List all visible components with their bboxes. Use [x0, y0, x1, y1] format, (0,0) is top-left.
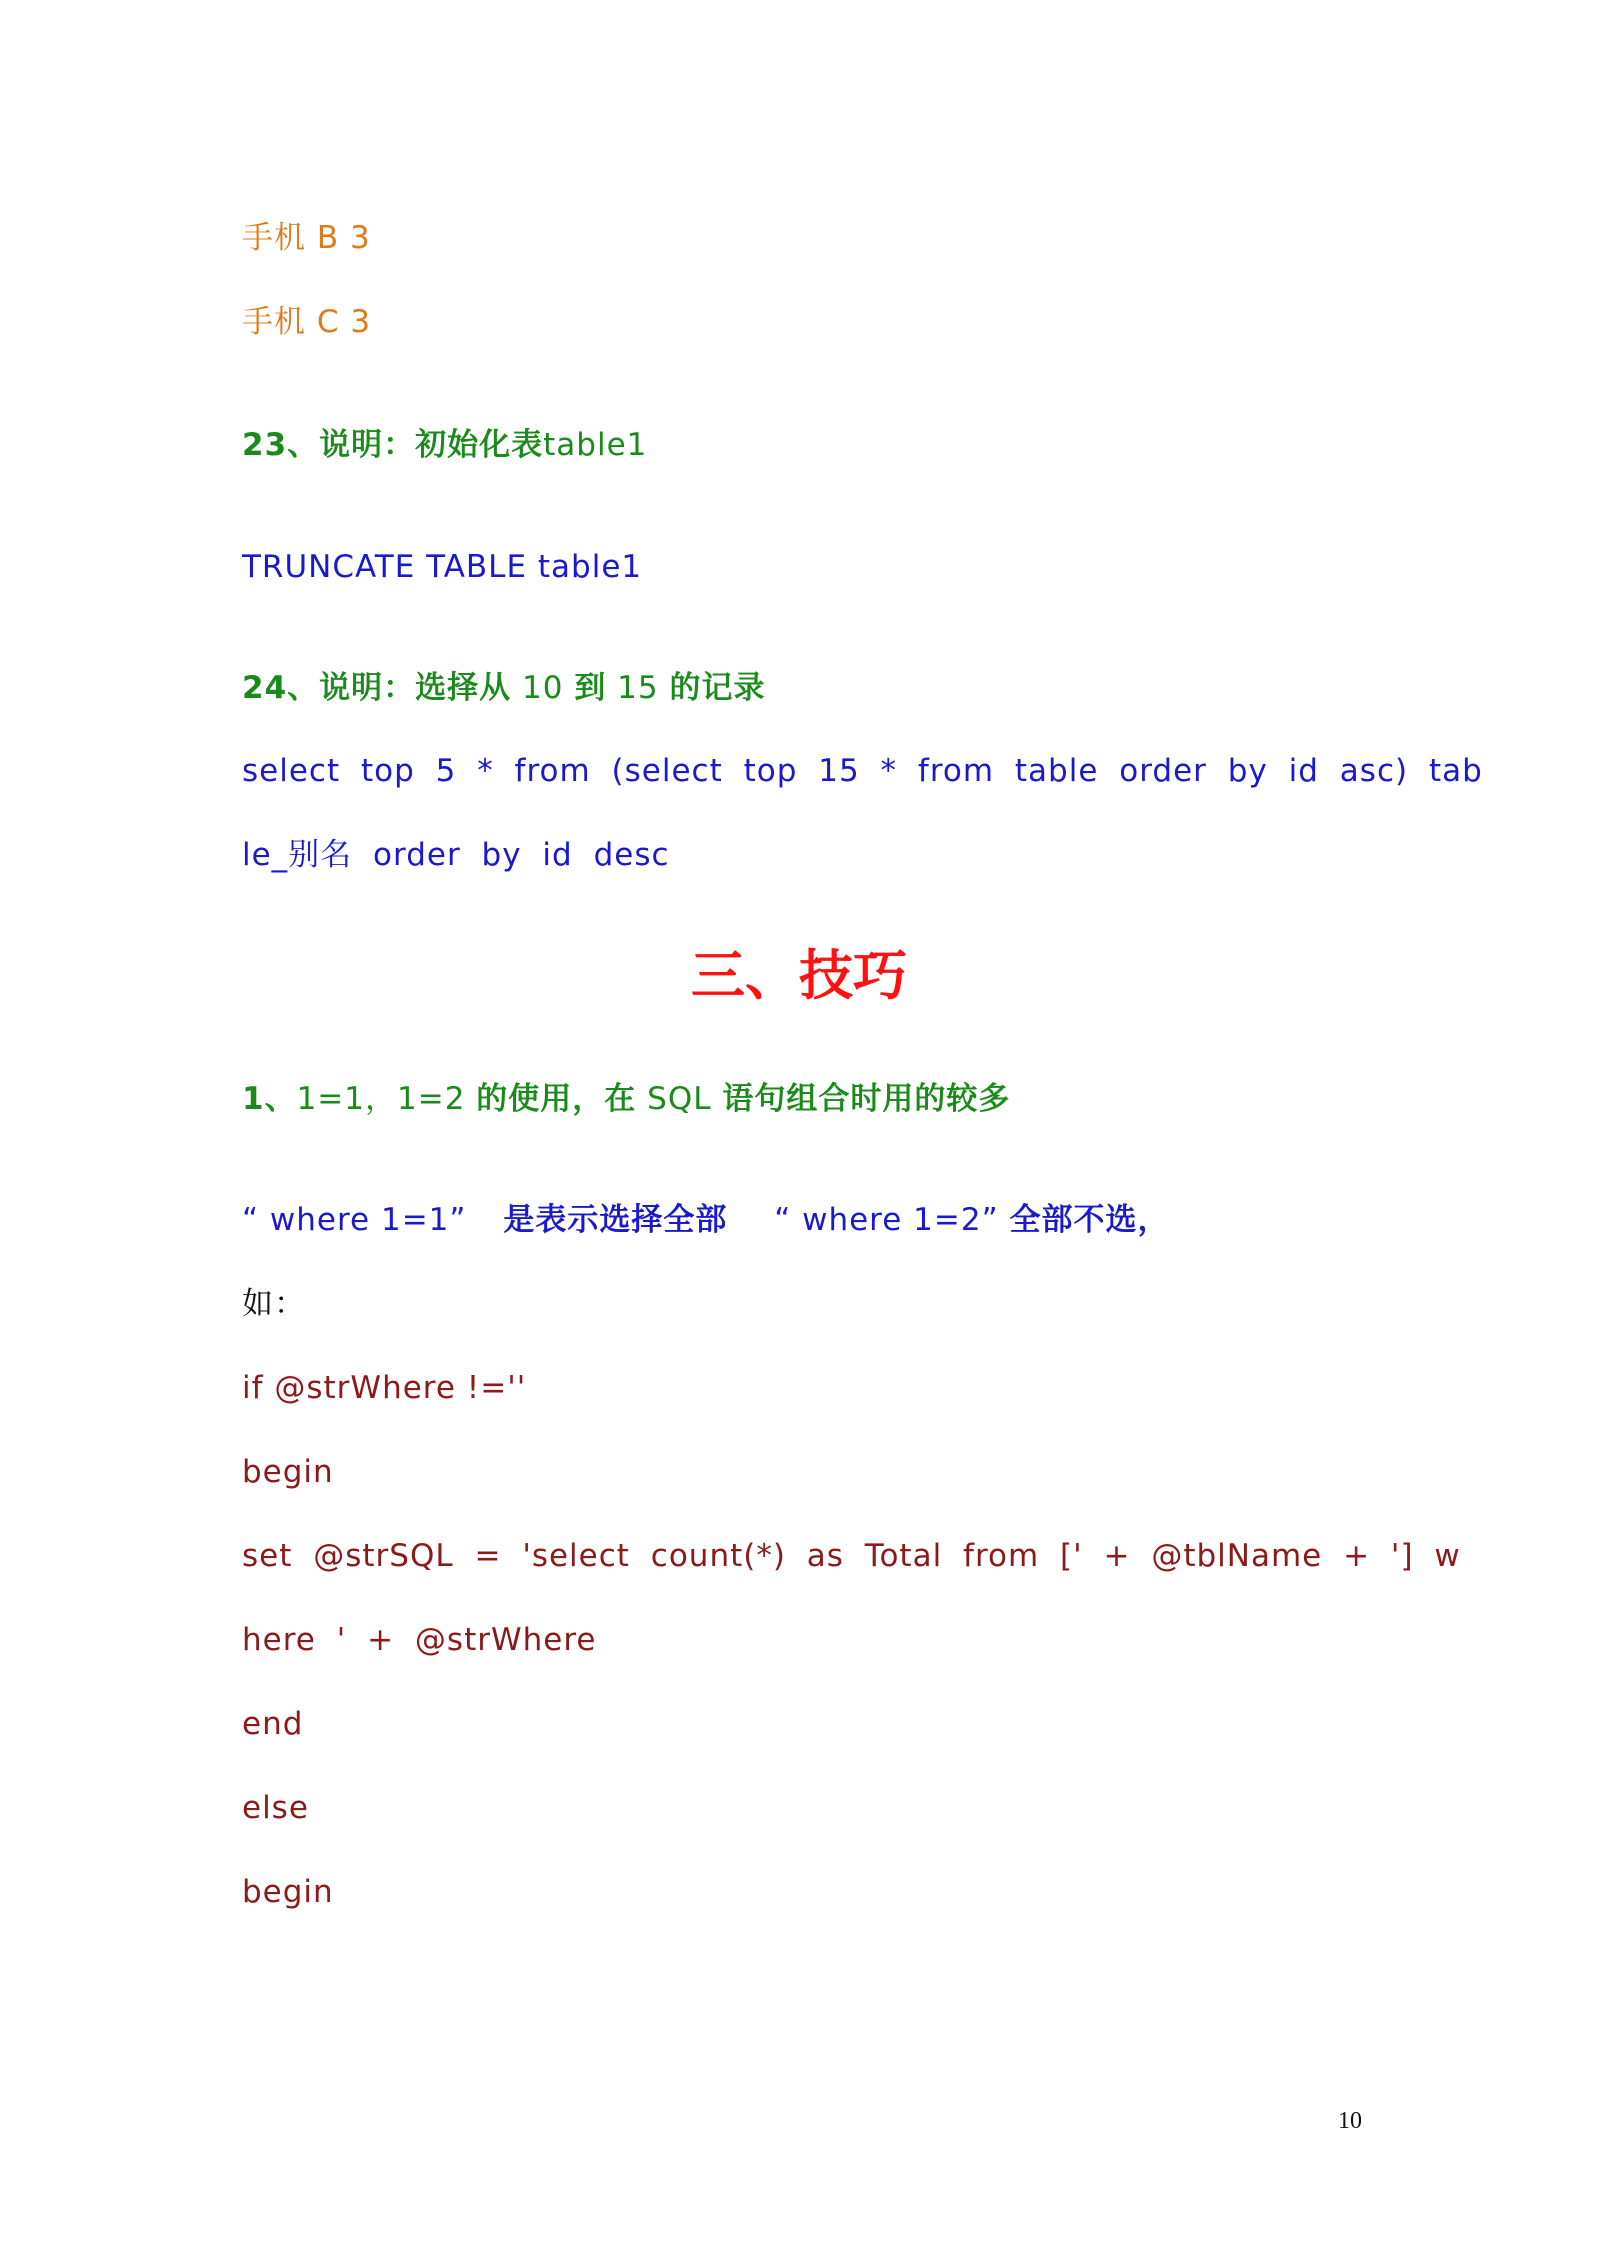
- heading-23-table: table1: [543, 427, 648, 463]
- heading-24-e: 的记录: [669, 670, 766, 706]
- code-select-top-1: select top 5 * from (select top 15 * from table order by id asc) tab: [242, 753, 1483, 789]
- code-select-top-2: le_别名 order by id desc: [242, 837, 670, 873]
- page-number: 10: [1338, 2108, 1362, 2134]
- code-set-1: set @strSQL = 'select count(*) as Total from [' + @tblName + '] w: [242, 1538, 1461, 1574]
- code-set-2: here ' + @strWhere: [242, 1622, 597, 1658]
- heading-24: [242, 668, 765, 708]
- code-if: if @strWhere !='': [242, 1370, 527, 1406]
- item-1-b: 1=1，1=2: [296, 1081, 466, 1117]
- code-end: end: [242, 1706, 304, 1742]
- item-1-heading: [242, 1079, 1010, 1119]
- heading-23: [242, 425, 647, 465]
- explain-q2: “ where 1=2”: [774, 1202, 999, 1238]
- explain-line: [242, 1200, 1170, 1240]
- explain-q1: “ where 1=1”: [242, 1202, 467, 1238]
- code-else: else: [242, 1790, 309, 1826]
- heading-24-a: 24、说明：选择从: [242, 670, 512, 706]
- code-truncate: TRUNCATE TABLE table1: [242, 549, 643, 585]
- item-1-a: 1、: [242, 1081, 297, 1117]
- heading-24-c: 到: [574, 670, 607, 706]
- code-begin-1: begin: [242, 1454, 334, 1490]
- item-1-d: SQL: [647, 1081, 712, 1117]
- item-1-c: 的使用，在: [476, 1081, 637, 1117]
- example-label: 如：: [242, 1286, 306, 1322]
- text-line-phone-c: 手机 C 3: [242, 304, 372, 340]
- heading-24-b: 10: [522, 670, 564, 706]
- code-begin-2: begin: [242, 1874, 334, 1910]
- item-1-e: 语句组合时用的较多: [722, 1081, 1011, 1117]
- section-title: 三、技巧: [691, 944, 907, 1007]
- explain-t2: 全部不选，: [1009, 1202, 1170, 1238]
- text-line-phone-b: 手机 B 3: [242, 220, 371, 256]
- heading-23-label: 23、说明：初始化表: [242, 427, 544, 463]
- heading-24-d: 15: [617, 670, 659, 706]
- explain-t1: 是表示选择全部: [503, 1202, 728, 1238]
